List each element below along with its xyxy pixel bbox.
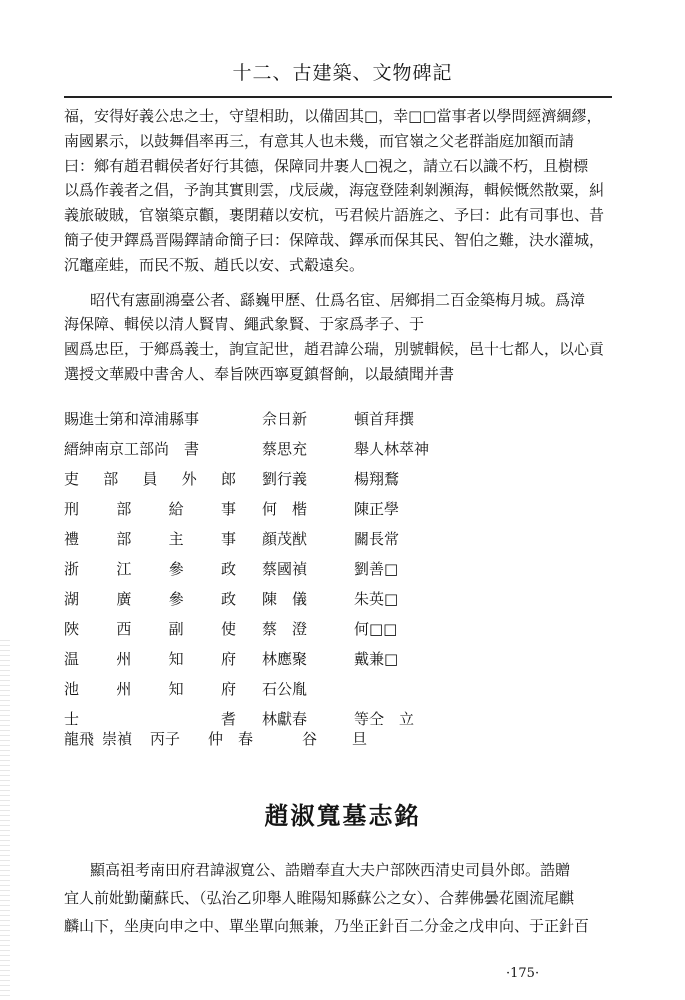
header-rule: [64, 96, 612, 98]
text-line: 麟山下，坐庚向申之中、單坐單向無兼，乃坐正針百二分金之戊申向、于正針百: [64, 917, 590, 935]
text-line: 國爲忠臣，于鄉爲義士，詢宣記世，趙君諱公瑞，別號輯候，邑十七都人，以心貢: [64, 340, 605, 359]
signatory-extra: 劉善□: [354, 560, 399, 578]
text-line: 昭代有憲副鴻臺公者、繇巍甲歷、仕爲名宦、居鄉捐二百金築梅月城。爲漳: [90, 290, 586, 309]
epitaph-text: [64, 856, 610, 940]
text-line: 義旅破賊，官嶺築京顴，裹閉藉以安杭，丐君候片語旌之、予曰：此有司事也、昔: [64, 206, 605, 225]
signatory-row: [64, 584, 604, 614]
signatory-extra: 頓首拜撰: [354, 410, 415, 428]
signatory-office: 縉紳南京工部尚 書: [64, 440, 200, 458]
signatory-office: 浙 江 參 政: [64, 560, 236, 578]
text-line: 顯高祖考南田府君諱淑寬公、誥贈奉直大夫户部陜西清史司員外郎。誥贈: [90, 861, 571, 879]
signatory-office: 刑 部 給 事: [64, 500, 236, 518]
signatory-name: 佘日新: [262, 410, 308, 428]
signatory-office: 池 州 知 府: [64, 680, 236, 698]
signatory-extra: 陳正學: [354, 500, 400, 518]
date-part: 崇禎: [102, 730, 133, 748]
signatory-office: 吏 部 員 外 郎: [64, 470, 236, 488]
signatory-name: 林獻春: [262, 710, 308, 728]
text-line: 曰：鄉有趙君輯侯者好行其德，保障同井裹人□視之，請立石以識不朽，且樹標: [64, 156, 589, 175]
signatory-row: [64, 674, 604, 704]
signatory-name: 陳 儀: [262, 590, 308, 608]
signatory-extra: 何□□: [354, 620, 398, 638]
signatory-row: [64, 464, 604, 494]
signatory-row: [64, 644, 604, 674]
signatory-office: 士 耆: [64, 710, 236, 728]
signatory-extra: 朱英□: [354, 590, 399, 608]
signatory-office: 温 州 知 府: [64, 650, 236, 668]
signatory-office: 賜進士第和漳浦縣事: [64, 410, 200, 428]
signatory-row: [64, 434, 604, 464]
signatory-office: 陜 西 副 使: [64, 620, 236, 638]
signatory-name: 蔡思充: [262, 440, 308, 458]
date-part: 旦: [352, 730, 368, 748]
inscription-text: [64, 104, 610, 387]
text-line: 宜人前妣勤蘭蘇氏、（弘治乙卯舉人睢陽知縣蘇公之女）、合葬佛曇花園流尾麒: [64, 889, 575, 907]
signatory-office: 禮 部 主 事: [64, 530, 236, 548]
text-line: 海保障、輯侯以清人賢冑、繩武象賢、于家爲孝子、于: [64, 315, 425, 334]
signatory-extra: 楊翔鶩: [354, 470, 400, 488]
signatory-row: [64, 404, 604, 434]
signatory-list: [64, 404, 604, 734]
signatory-row: [64, 614, 604, 644]
signatory-name: 蔡國禎: [262, 560, 308, 578]
signatory-name: 林應聚: [262, 650, 308, 668]
signatory-extra: 等仝 立: [354, 710, 415, 728]
text-line: 沉竈産蛙，而民不叛、趙氏以安、式觳遠矣。: [64, 255, 365, 274]
signatory-extra: 戴兼□: [354, 650, 399, 668]
text-line: 南國累示，以鼓舞倡率再三，有意其人也未幾，而官嶺之父老群詣庭加額而請: [64, 131, 575, 150]
text-line: 福，安得好義公忠之士，守望相助，以備固其□，幸□□當事者以學問經濟綢繆，: [64, 107, 602, 125]
text-line: 簡子使尹鐸爲晋陽鐸請命簡子曰：保障哉、鐸承而保其民、智伯之難，決水灌城，: [64, 230, 605, 249]
signatory-name: 石公胤: [262, 680, 308, 698]
signatory-name: 何 楷: [262, 500, 308, 518]
signatory-name: 蔡 澄: [262, 620, 308, 638]
epitaph-title: 趙淑寬墓志銘: [264, 801, 421, 830]
date-part: 谷: [302, 730, 318, 748]
signatory-row: [64, 554, 604, 584]
date-line: [64, 724, 584, 754]
running-header: 十二、古建築、文物碑記: [232, 62, 453, 84]
signatory-name: 顔茂猷: [262, 530, 308, 548]
signatory-name: 劉行義: [262, 470, 308, 488]
date-part: 龍飛: [64, 730, 95, 748]
signatory-extra: 舉人林萃神: [354, 440, 430, 458]
signatory-row: [64, 524, 604, 554]
signatory-extra: 關長常: [354, 530, 400, 548]
date-part: 仲 春: [208, 730, 254, 748]
signatory-office: 湖 廣 參 政: [64, 590, 236, 608]
signatory-row: [64, 494, 604, 524]
text-line: 以爲作義者之倡，予詢其實則雲，戊辰歲，海寇登陸剎剝瀕海，輯候慨然散粟，糾: [64, 181, 605, 200]
page-number: ·175·: [506, 966, 540, 981]
text-line: 選授文華殿中書舍人、奉旨陜西寧夏鎮督餉，以最績聞并書: [64, 364, 455, 383]
date-part: 丙子: [150, 730, 181, 748]
